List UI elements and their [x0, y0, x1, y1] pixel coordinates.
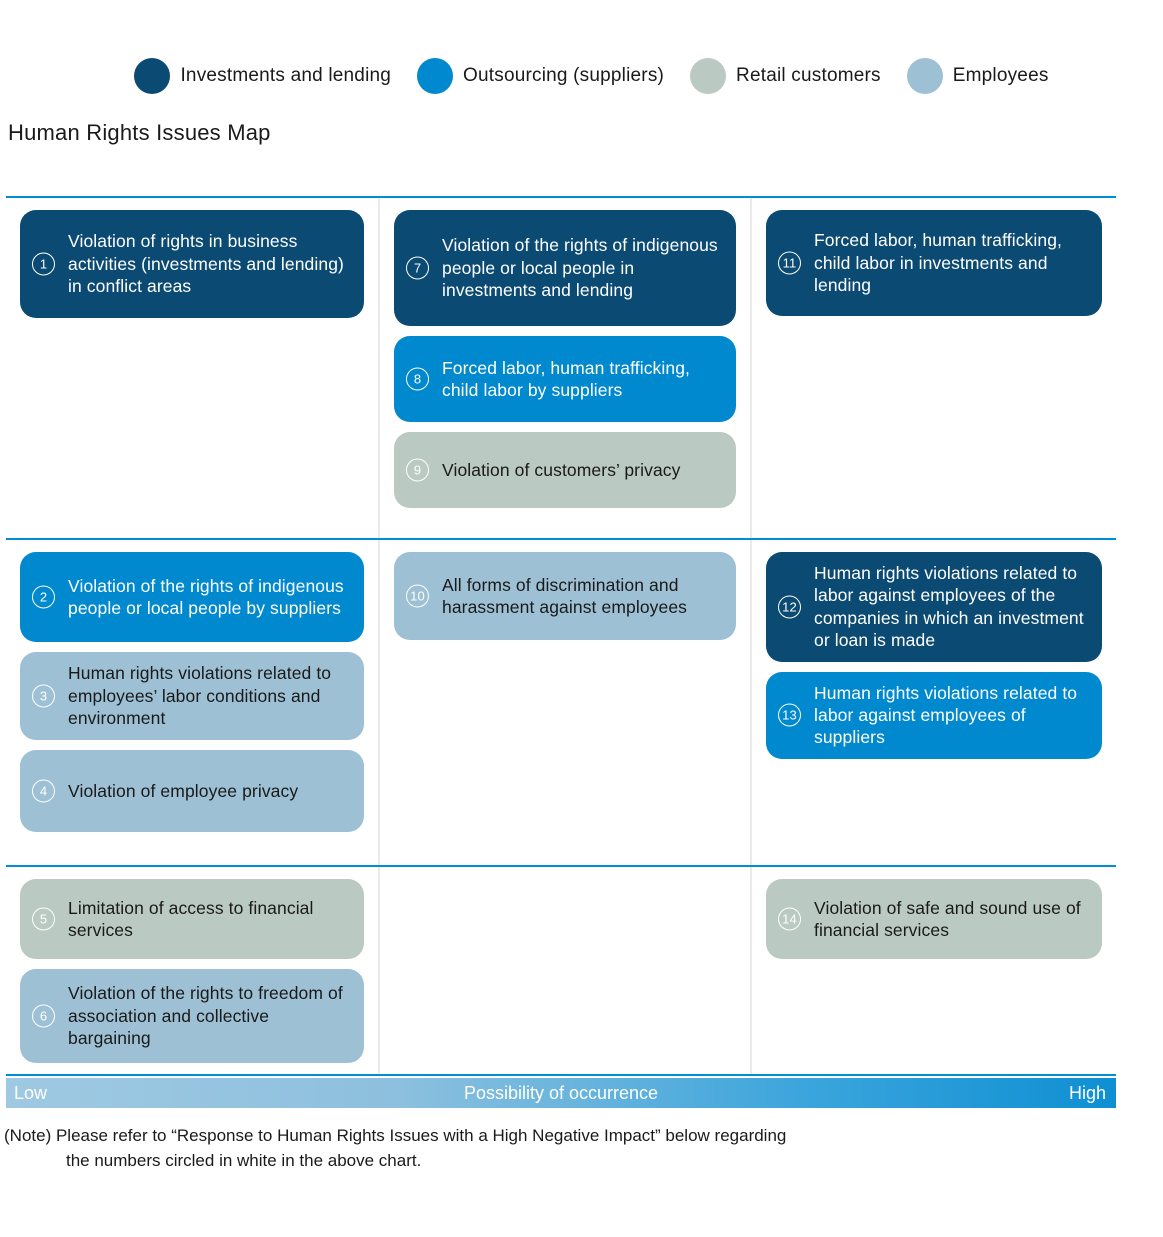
legend-label-investments: Investments and lending [180, 65, 392, 86]
issue-text-10: All forms of discrimination and harassment against employees [442, 574, 688, 617]
axis-label-low: Low [14, 1082, 48, 1103]
footnote-line-1: (Note) Please refer to “Response to Human Rights Issues with a High Negative Impact” below regarding [4, 1126, 787, 1145]
axis-label-title: Possibility of occurrence [463, 1082, 659, 1103]
matrix-cell-high-impact-low-possibility [6, 198, 378, 538]
issue-number-14: 14 [778, 908, 801, 931]
issue-text-4: Violation of employee privacy [68, 780, 299, 801]
legend-label-retail-customers: Retail customers [736, 65, 881, 86]
issue-number-6: 6 [32, 1005, 55, 1028]
legend-label-employees: Employees [952, 65, 1049, 86]
legend [0, 0, 1163, 94]
legend-color-swatch-investments [134, 58, 170, 94]
legend-label-outsourcing: Outsourcing (suppliers) [463, 65, 665, 86]
issue-box-11[interactable] [766, 210, 1102, 316]
matrix-cell-mid-impact-low-possibility [6, 540, 378, 865]
issue-number-13: 13 [778, 704, 801, 727]
matrix-row-mid-impact [6, 538, 1116, 865]
issue-box-4[interactable] [20, 750, 364, 832]
issue-number-1: 1 [32, 253, 55, 276]
matrix-cell-mid-impact-high-possibility [750, 540, 1116, 865]
issue-text-6: Violation of the rights to freedom of association and collective bargaining [68, 983, 343, 1049]
legend-color-swatch-employees [907, 58, 943, 94]
issue-number-2: 2 [32, 586, 55, 609]
legend-color-swatch-outsourcing [417, 58, 453, 94]
issue-box-12[interactable] [766, 552, 1102, 662]
issue-text-8: Forced labor, human trafficking, child labor by suppliers [442, 357, 691, 400]
issue-number-10: 10 [406, 585, 429, 608]
footnote [4, 1124, 1104, 1173]
issue-box-7[interactable] [394, 210, 736, 326]
footnote-line-2: the numbers circled in white in the above chart. [66, 1150, 422, 1170]
matrix-cell-low-impact-mid-possibility [378, 867, 750, 1074]
issue-box-13[interactable] [766, 672, 1102, 759]
legend-item-outsourcing [417, 58, 664, 94]
issue-text-13: Human rights violations related to labor against employees of suppliers [814, 682, 1078, 748]
issue-number-8: 8 [406, 368, 429, 391]
issue-text-3: Human rights violations related to employees’ labor conditions and environment [68, 663, 332, 729]
matrix-cell-high-impact-mid-possibility [378, 198, 750, 538]
matrix-cell-high-impact-high-possibility [750, 198, 1116, 538]
matrix-cell-low-impact-low-possibility [6, 867, 378, 1074]
issue-number-5: 5 [32, 908, 55, 931]
possibility-axis [6, 1078, 1116, 1108]
issue-number-3: 3 [32, 685, 55, 708]
matrix-row-high-impact [6, 198, 1116, 538]
matrix-cell-low-impact-high-possibility [750, 867, 1116, 1074]
issue-box-8[interactable] [394, 336, 736, 422]
legend-color-swatch-retail-customers [690, 58, 726, 94]
page-title: Human Rights Issues Map [8, 120, 271, 145]
issue-text-14: Violation of safe and sound use of financial services [814, 897, 1081, 940]
issue-number-12: 12 [778, 595, 801, 618]
issue-box-2[interactable] [20, 552, 364, 642]
issue-text-9: Violation of customers’ privacy [442, 459, 681, 480]
axis-label-high: High [1068, 1082, 1106, 1103]
issue-text-5: Limitation of access to financial services [68, 897, 314, 940]
issues-matrix [6, 196, 1116, 1076]
issue-number-4: 4 [32, 780, 55, 803]
matrix-row-low-impact [6, 865, 1116, 1074]
issue-text-7: Violation of the rights of indigenous people or local people in investments and lending [442, 235, 718, 301]
issue-text-11: Forced labor, human trafficking, child labor in investments and lending [814, 230, 1063, 296]
issue-box-5[interactable] [20, 879, 364, 959]
legend-item-employees [907, 58, 1049, 94]
issue-text-2: Violation of the rights of indigenous people or local people by suppliers [68, 575, 344, 618]
issue-number-7: 7 [406, 257, 429, 280]
issue-box-14[interactable] [766, 879, 1102, 959]
issue-box-10[interactable] [394, 552, 736, 640]
issue-box-9[interactable] [394, 432, 736, 508]
legend-item-retail-customers [690, 58, 881, 94]
matrix-cell-mid-impact-mid-possibility [378, 540, 750, 865]
issue-box-3[interactable] [20, 652, 364, 740]
issue-text-12: Human rights violations related to labor against employees of the companies in which an investment or loan is made [814, 563, 1084, 651]
issue-text-1: Violation of rights in business activities (investments and lending) in conflict areas [68, 231, 344, 297]
legend-item-investments [134, 58, 391, 94]
issue-number-11: 11 [778, 252, 801, 275]
issue-number-9: 9 [406, 459, 429, 482]
issue-box-6[interactable] [20, 969, 364, 1063]
issue-box-1[interactable] [20, 210, 364, 318]
